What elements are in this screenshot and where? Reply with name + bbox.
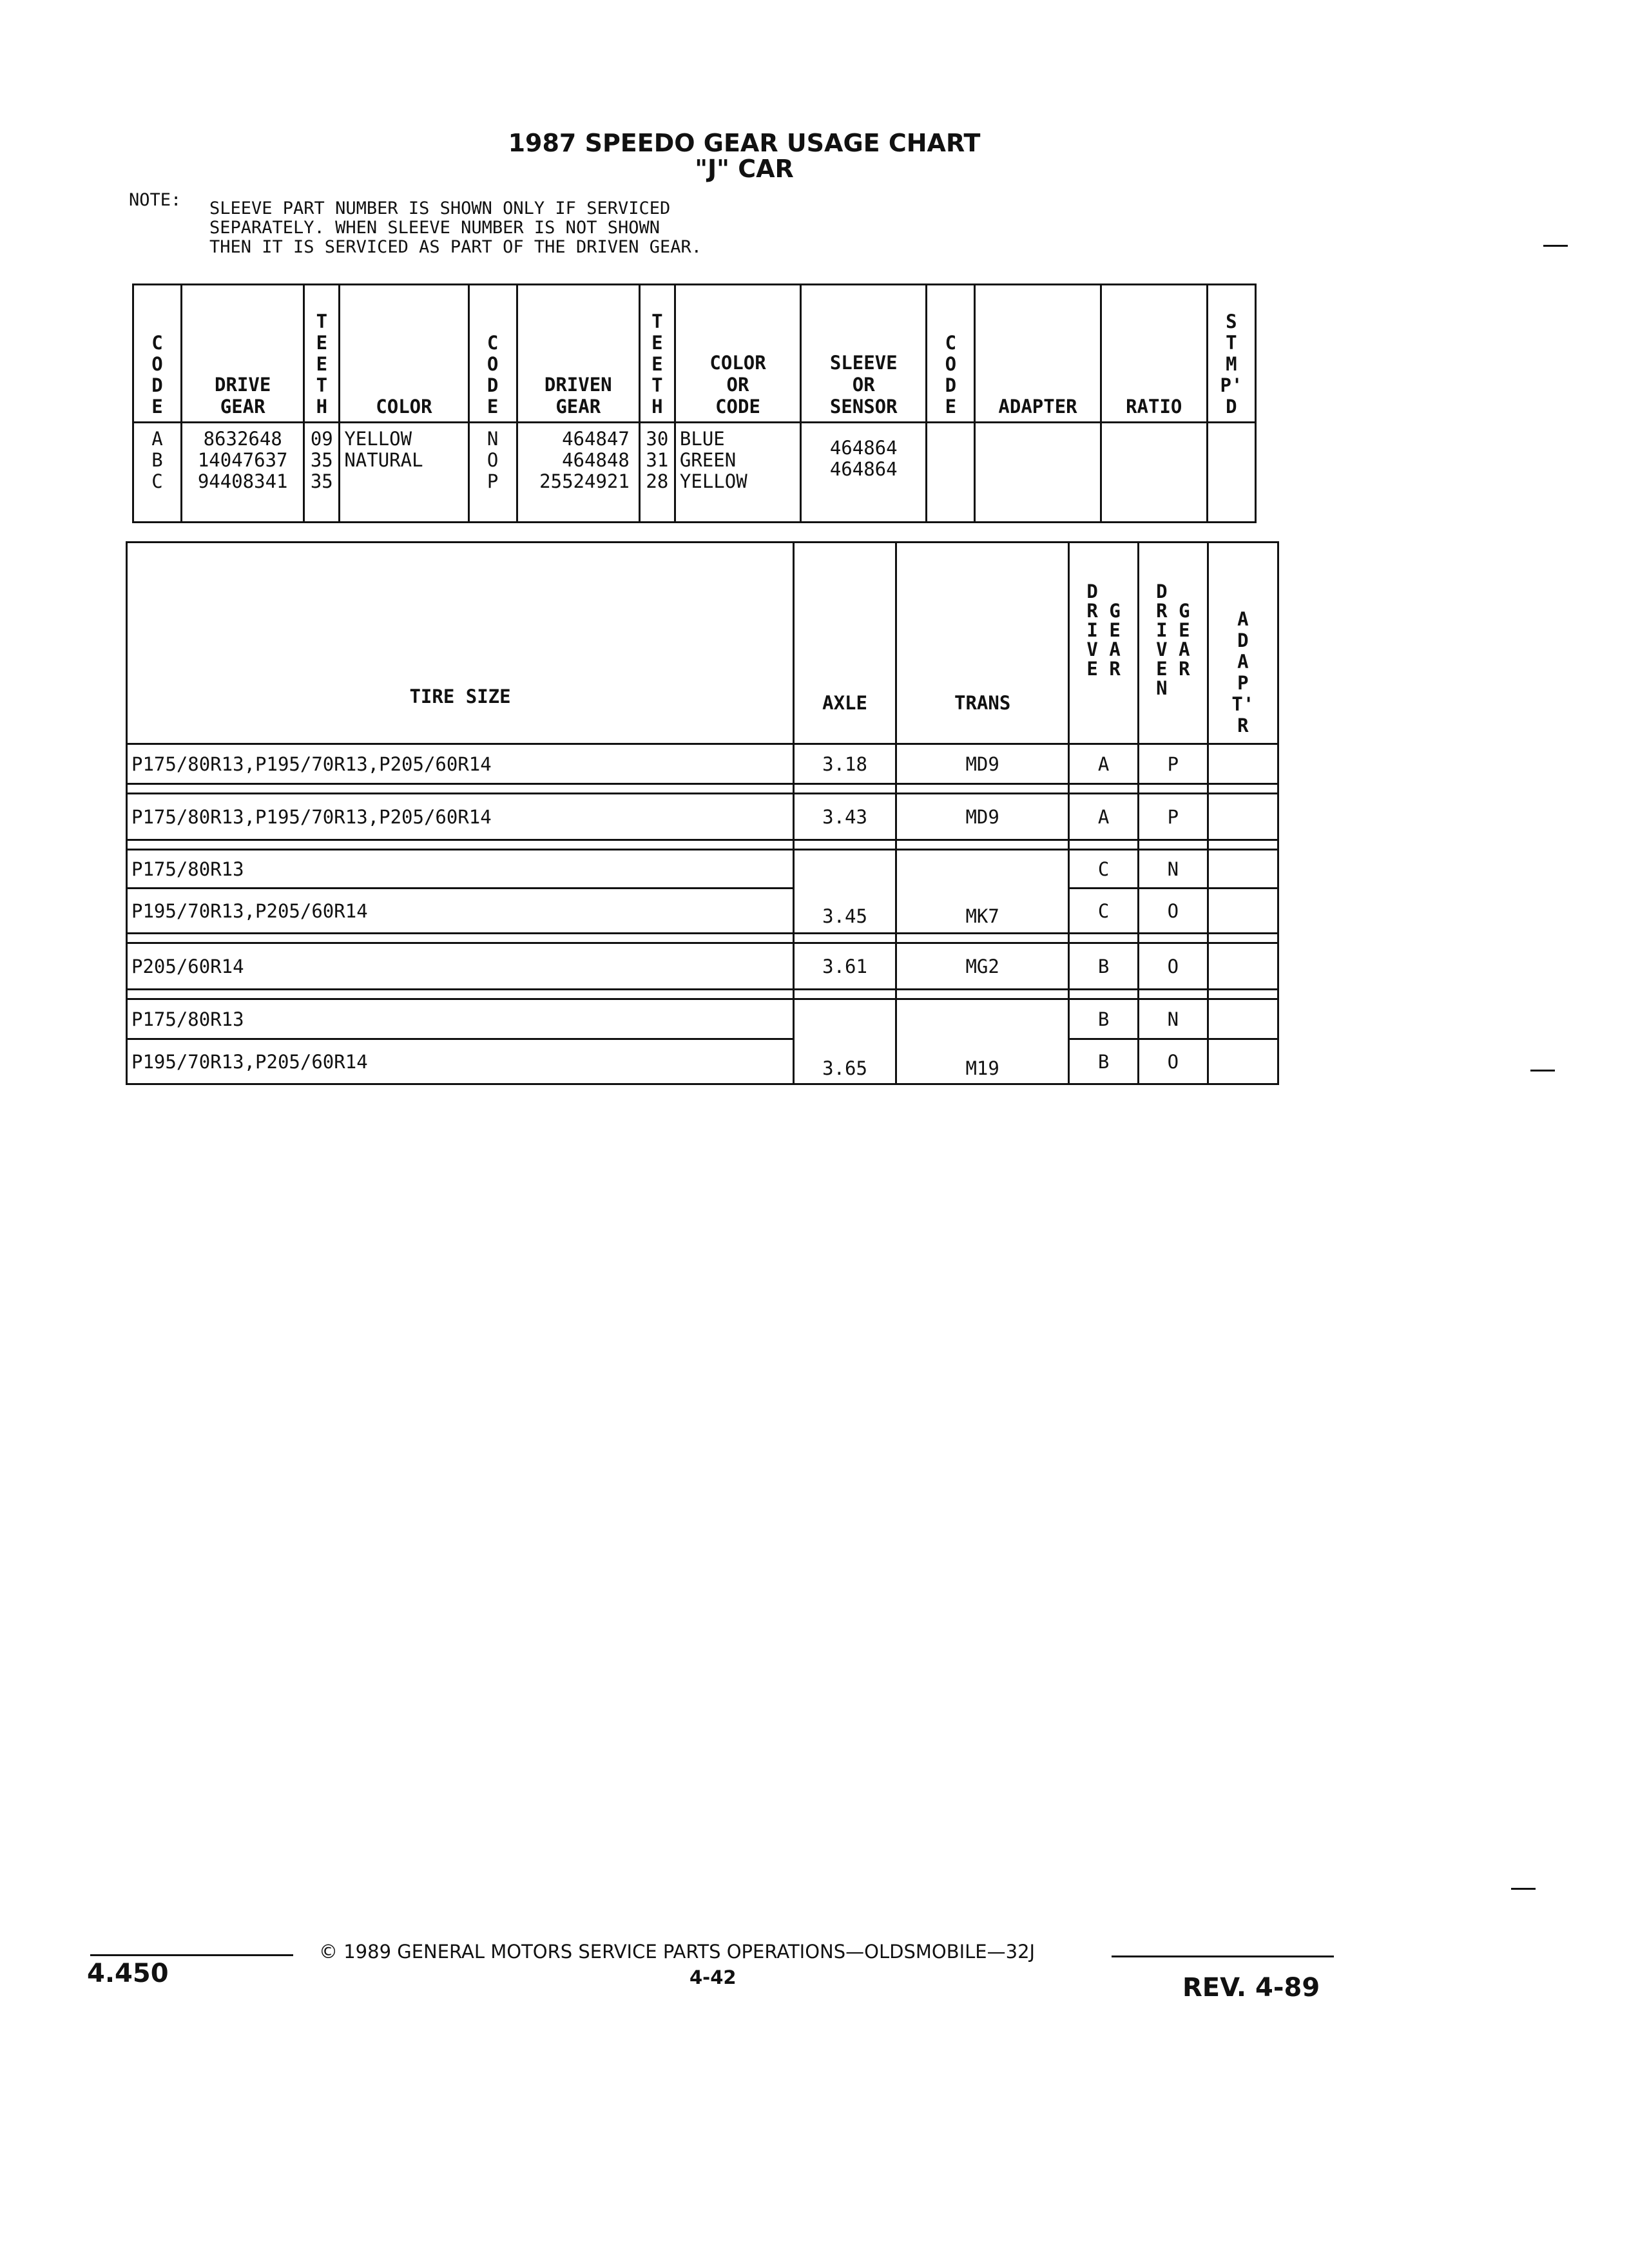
axle-cell: 3.65 (794, 999, 896, 1084)
drive-gear-cell: B (1069, 999, 1139, 1039)
tire-size-cell: P175/80R13 (127, 999, 794, 1039)
driven-gear-cell: N (1138, 850, 1208, 889)
adapter-cell (1208, 999, 1278, 1039)
tire-size-cell: P205/60R14 (127, 943, 794, 990)
sleeve-column: 464864 464864 (801, 423, 927, 523)
tire-table-header (127, 543, 1278, 744)
drive-gear-header: D R G I E V A E R (1069, 543, 1139, 744)
trans-cell: MK7 (896, 850, 1069, 934)
driven-gear-cell: O (1138, 943, 1208, 990)
row-separator (127, 840, 1278, 850)
note-line: THEN IT IS SERVICED AS PART OF THE DRIVEN GEAR. (209, 237, 702, 257)
code-header: C O D E (133, 285, 182, 423)
color-code-header: COLOR OR CODE (675, 285, 800, 423)
table-row (127, 999, 1278, 1039)
color-code-column: BLUE GREEN YELLOW (675, 423, 800, 523)
revision: REV. 4-89 (1182, 1973, 1320, 2003)
row-separator (127, 784, 1278, 794)
table-row (127, 889, 1278, 934)
axle-header: AXLE (794, 543, 896, 744)
adapter-cell (1208, 850, 1278, 889)
table-row (127, 943, 1278, 990)
stmpd-column (1207, 423, 1255, 523)
axle-cell: 3.61 (794, 943, 896, 990)
drive-gear-cell: B (1069, 1039, 1139, 1084)
gear-table-header (133, 285, 1256, 423)
teeth-header: T E E T H (639, 285, 675, 423)
trans-cell: M19 (896, 999, 1069, 1084)
adapter-cell (1208, 744, 1278, 784)
adapter-header: A D A P T' R (1208, 543, 1278, 744)
ratio-column (1101, 423, 1207, 523)
driven-gear-cell: P (1138, 744, 1208, 784)
trans-cell: MD9 (896, 744, 1069, 784)
row-separator (127, 990, 1278, 999)
drive-gear-cell: C (1069, 850, 1139, 889)
drive-gear-cell: B (1069, 943, 1139, 990)
code3-column (927, 423, 975, 523)
tire-size-cell: P195/70R13,P205/60R14 (127, 889, 794, 934)
axle-cell: 3.18 (794, 744, 896, 784)
tire-size-cell: P195/70R13,P205/60R14 (127, 1039, 794, 1084)
margin-mark (1530, 1070, 1555, 1072)
code-header: C O D E (468, 285, 517, 423)
driven-gear-header: D R G I E V A E R N (1138, 543, 1208, 744)
tire-size-cell: P175/80R13,P195/70R13,P205/60R14 (127, 794, 794, 840)
tire-table (126, 541, 1279, 1085)
driven-gear-header: DRIVEN GEAR (517, 285, 639, 423)
sleeve-header: SLEEVE OR SENSOR (801, 285, 927, 423)
drive-gear-cell: A (1069, 744, 1139, 784)
tire-size-cell: P175/80R13 (127, 850, 794, 889)
code2-column: N O P (468, 423, 517, 523)
page-title: 1987 SPEEDO GEAR USAGE CHART (508, 129, 981, 157)
drive-gear-cell: C (1069, 889, 1139, 934)
adapter-cell (1208, 943, 1278, 990)
adapter-cell (1208, 1039, 1278, 1084)
driven-gear-cell: P (1138, 794, 1208, 840)
footer-rule-left (90, 1954, 293, 1956)
stmpd-header: S T M P' D (1207, 285, 1255, 423)
trans-cell: MG2 (896, 943, 1069, 990)
trans-cell: MD9 (896, 794, 1069, 840)
ratio-header: RATIO (1101, 285, 1207, 423)
drive-gear-header: DRIVE GEAR (182, 285, 304, 423)
tire-size-cell: P175/80R13,P195/70R13,P205/60R14 (127, 744, 794, 784)
row-separator (127, 934, 1278, 943)
page-subtitle: "J" CAR (695, 155, 794, 183)
table-row (127, 744, 1278, 784)
trans-header: TRANS (896, 543, 1069, 744)
code-header: C O D E (927, 285, 975, 423)
teeth-column: 09 35 35 (304, 423, 340, 523)
note-line: SLEEVE PART NUMBER IS SHOWN ONLY IF SERVICED (209, 198, 671, 218)
color-column: YELLOW NATURAL (340, 423, 468, 523)
section-number: 4.450 (87, 1959, 169, 1988)
gear-table-body (133, 423, 1256, 523)
driven-gear-cell: O (1138, 889, 1208, 934)
adapter-cell (1208, 889, 1278, 934)
drive-gear-cell: A (1069, 794, 1139, 840)
code-column: A B C (133, 423, 182, 523)
driven-gear-column: 464847 464848 25524921 (517, 423, 639, 523)
margin-mark (1511, 1888, 1536, 1890)
tire-size-header: TIRE SIZE (127, 543, 794, 744)
table-row (127, 1039, 1278, 1084)
driven-gear-cell: N (1138, 999, 1208, 1039)
footer-rule-right (1112, 1956, 1334, 1957)
note-line: SEPARATELY. WHEN SLEEVE NUMBER IS NOT SHOWN (209, 218, 660, 238)
axle-cell: 3.43 (794, 794, 896, 840)
table-row (127, 850, 1278, 889)
axle-cell: 3.45 (794, 850, 896, 934)
teeth-header: T E E T H (304, 285, 340, 423)
adapter-cell (1208, 794, 1278, 840)
color-header: COLOR (340, 285, 468, 423)
drive-gear-column: 8632648 14047637 94408341 (182, 423, 304, 523)
driven-gear-cell: O (1138, 1039, 1208, 1084)
adapter-header: ADAPTER (975, 285, 1101, 423)
copyright: © 1989 GENERAL MOTORS SERVICE PARTS OPERATIONS—OLDSMOBILE—32J (319, 1941, 1036, 1963)
teeth2-column: 30 31 28 (639, 423, 675, 523)
adapter-column (975, 423, 1101, 523)
note-label: NOTE: (129, 190, 182, 210)
page-number: 4-42 (689, 1966, 737, 1988)
margin-mark (1543, 245, 1568, 247)
gear-table (132, 284, 1257, 523)
table-row (127, 794, 1278, 840)
